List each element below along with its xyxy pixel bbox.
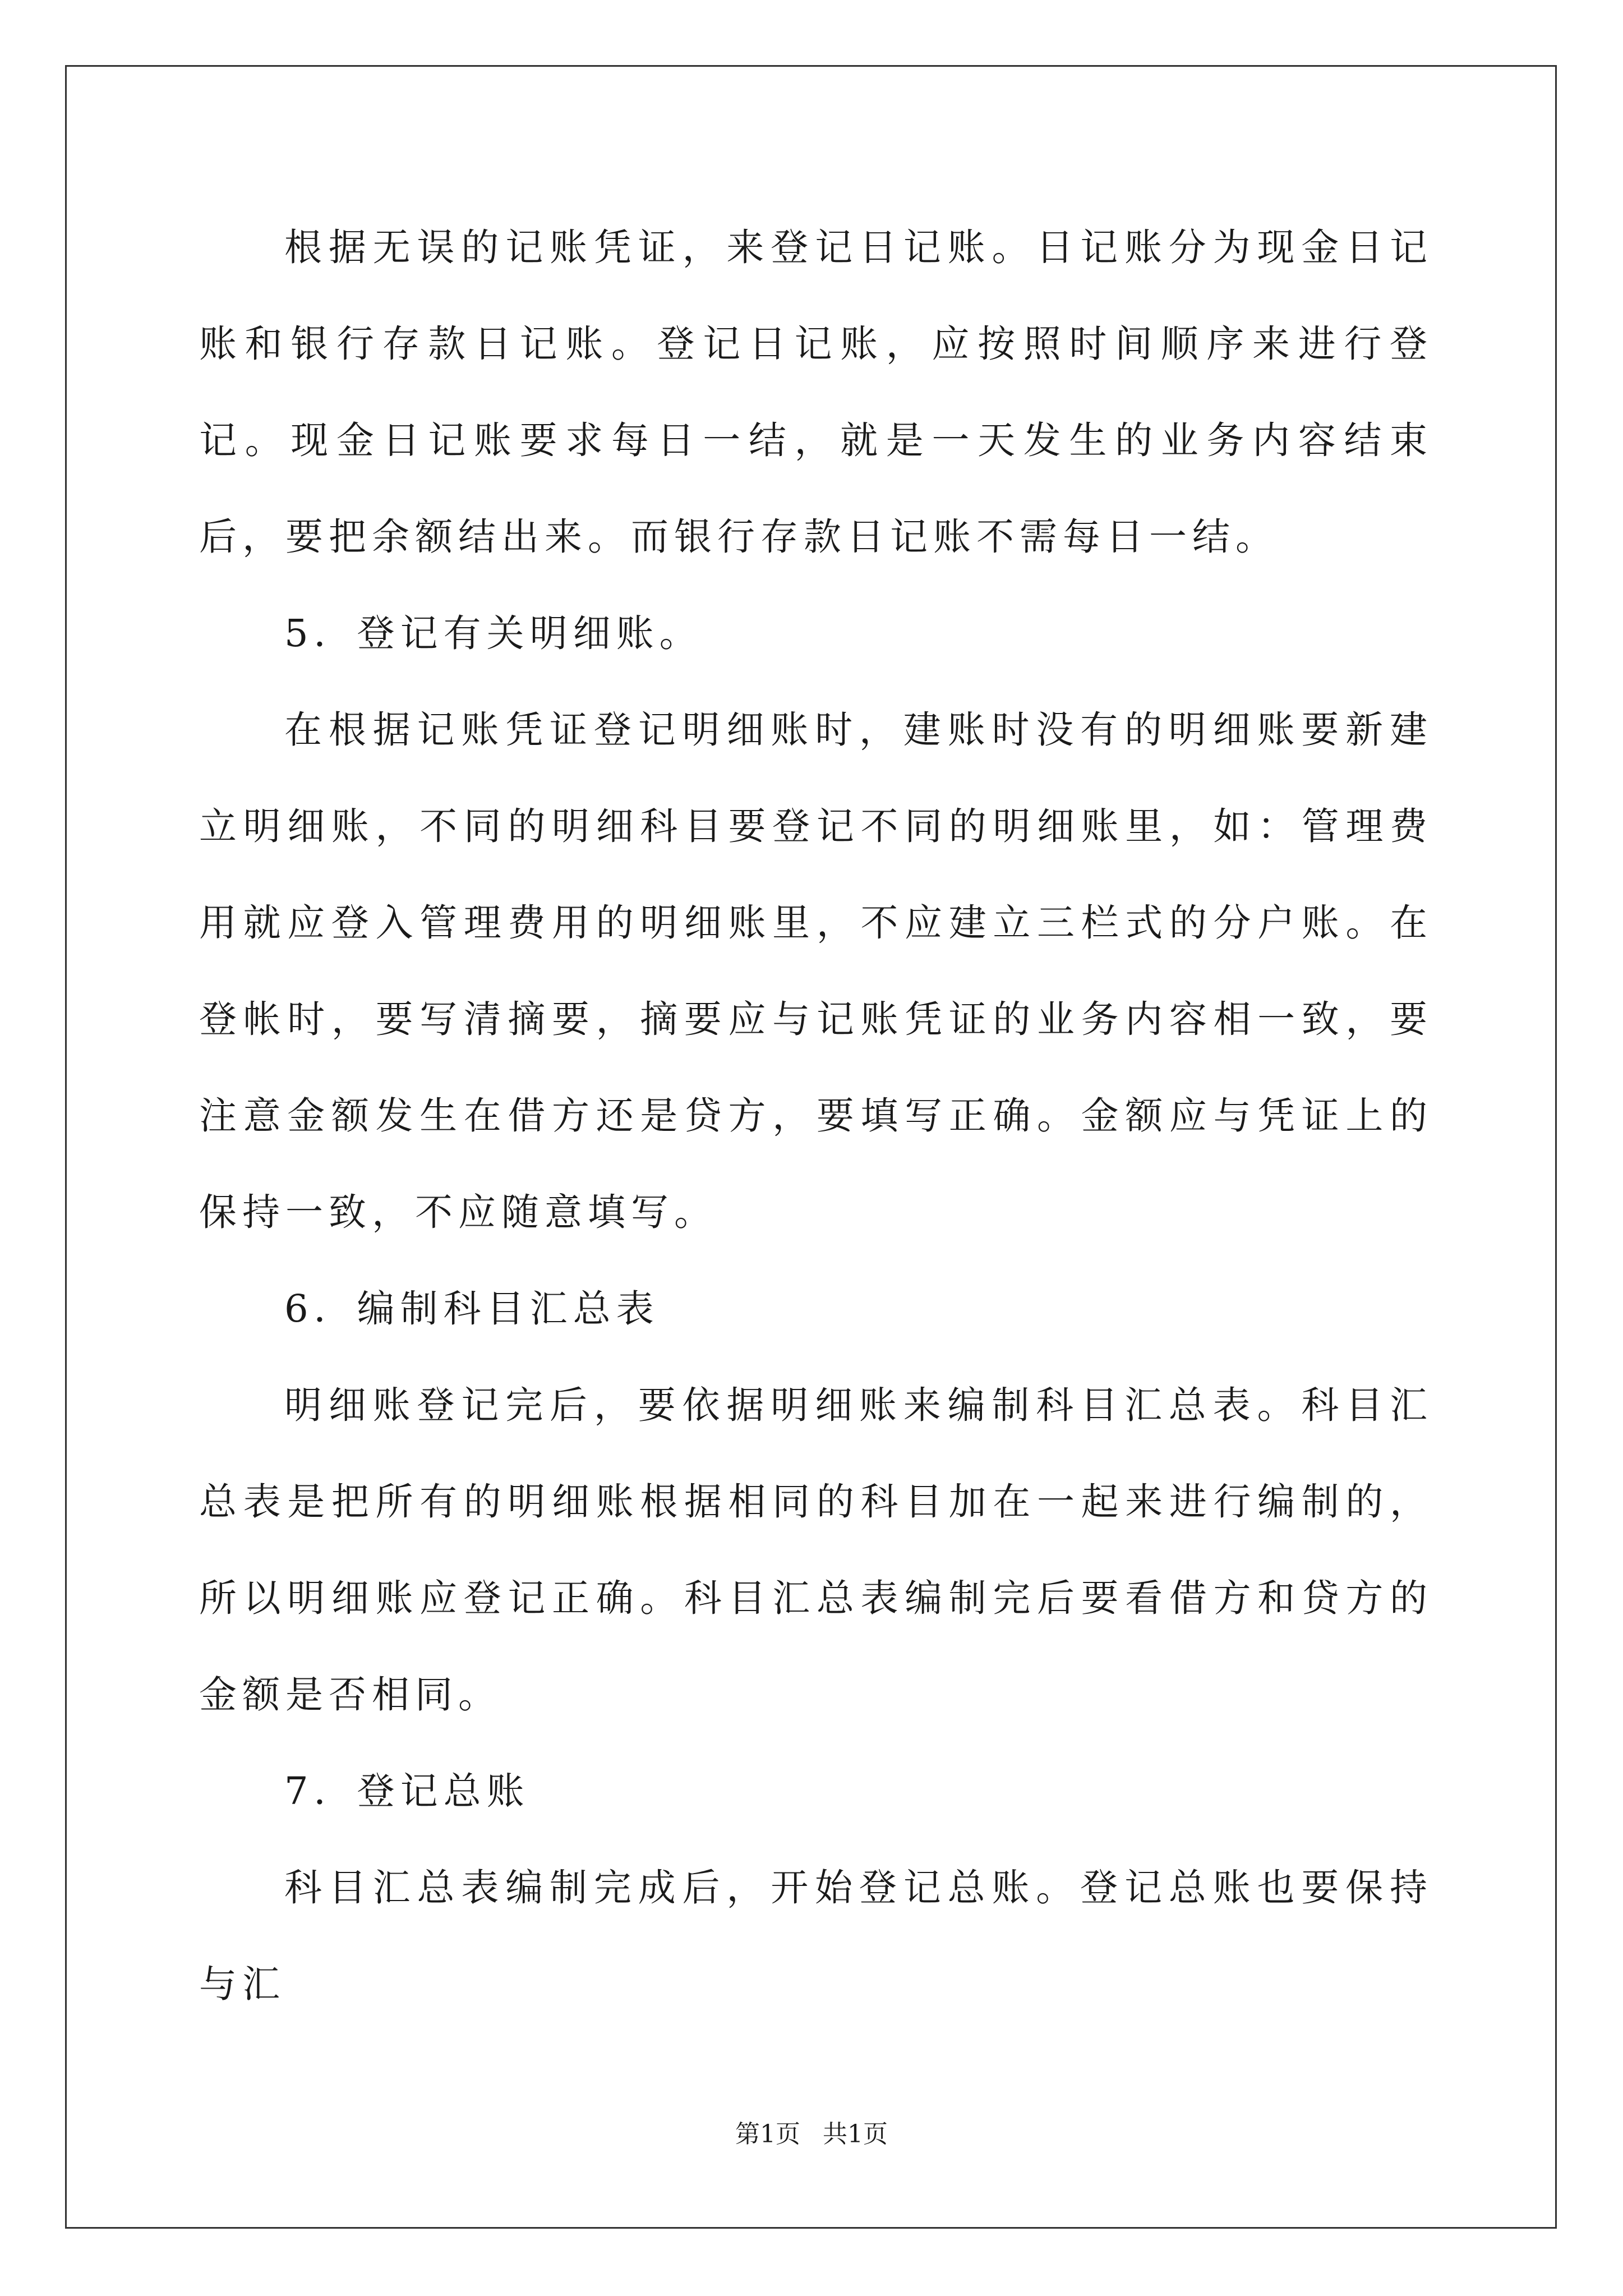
page-footer [0,2118,1623,2151]
page-number: 第1页 [735,2120,800,2148]
page-total: 共1页 [823,2120,888,2148]
paragraph-2: 在根据记账凭证登记明细账时，建账时没有的明细账要新建立明细账，不同的明细科目要登记不同的明细账里，如：管理费用就应登入管理费用的明细账里，不应建立三栏式的分户账。在登帐时，要写清摘要，摘要应与记账凭证的业务内容相一致，要注意金额发生在借方还是贷方，要填写正确。金额应与凭证上的保持一致，不应随意填写。 [199,708,1433,1234]
paragraph-4: 科目汇总表编制完成后，开始登记总账。登记总账也要保持与汇 [199,1866,1433,2006]
heading-step-6: 6．编制科目汇总表 [284,1287,660,1331]
heading-step-7: 7．登记总账 [284,1769,530,1813]
paragraph-1: 根据无误的记账凭证，来登记日记账。日记账分为现金日记账和银行存款日记账。登记日记账，应按照时间顺序来进行登记。现金日记账要求每日一结，就是一天发生的业务内容结束后，要把余额结出来。而银行存款日记账不需每日一结。 [199,226,1433,559]
paragraph-3: 明细账登记完后，要依据明细账来编制科目汇总表。科目汇总表是把所有的明细账根据相同的科目加在一起来进行编制的，所以明细账应登记正确。科目汇总表编制完后要看借方和贷方的金额是否相同。 [199,1383,1433,1717]
document-body [199,199,1433,2032]
heading-step-5: 5．登记有关明细账。 [284,611,703,655]
